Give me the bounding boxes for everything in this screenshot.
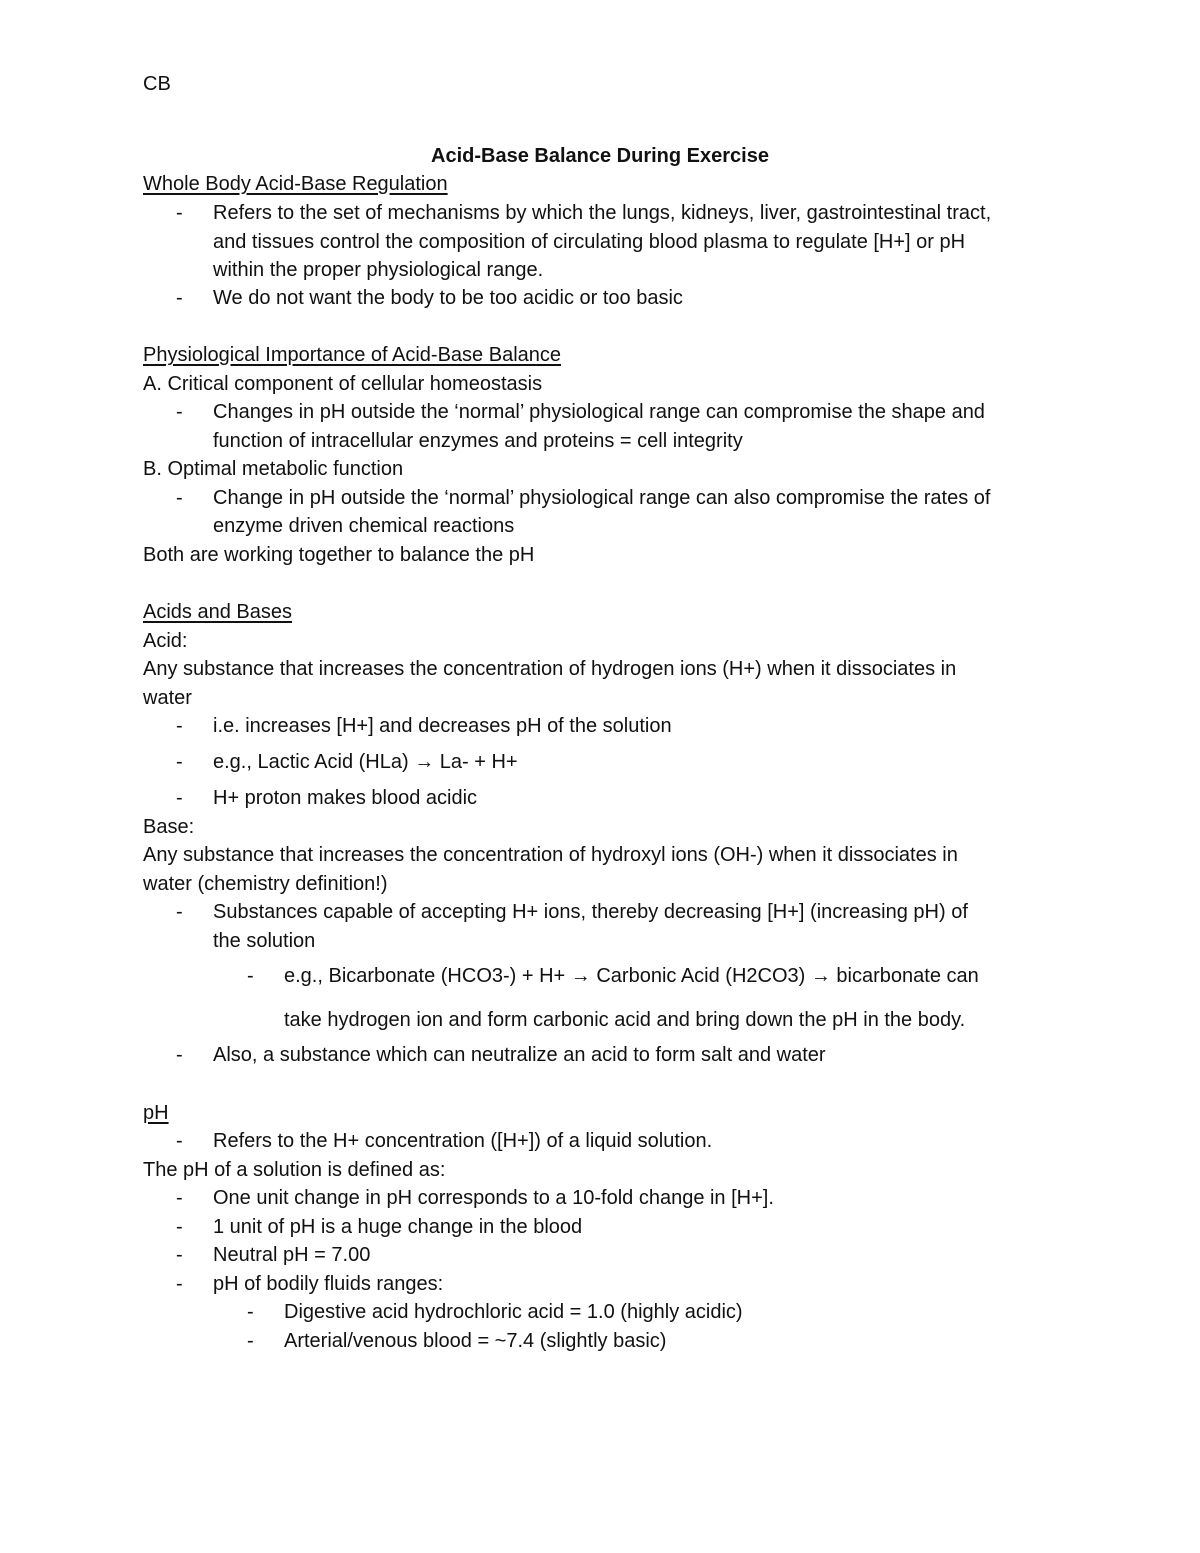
acid-bullet-1: i.e. increases [H+] and decreases pH of the solution: [213, 715, 672, 737]
section-heading-regulation: Whole Body Acid-Base Regulation: [143, 173, 448, 195]
importance-a-bullet-line-1: Changes in pH outside the ‘normal’ physiological range can compromise the shape and: [213, 401, 985, 423]
bullet-dash: -: [176, 487, 183, 509]
regulation-bullet-1-line-3: within the proper physiological range.: [213, 259, 544, 281]
regulation-bullet-1-line-2: and tissues control the composition of circulating blood plasma to regulate [H+] or pH: [213, 231, 966, 253]
bullet-dash: -: [176, 787, 183, 809]
base-definition-line-2: water (chemistry definition!): [143, 873, 388, 895]
header-initials: CB: [143, 73, 171, 95]
ph-sub-bullet-1: Digestive acid hydrochloric acid = 1.0 (highly acidic): [284, 1301, 743, 1323]
ph-bullet-2: One unit change in pH corresponds to a 10-fold change in [H+].: [213, 1187, 774, 1209]
bullet-dash: -: [176, 1044, 183, 1066]
bullet-dash: -: [176, 715, 183, 737]
importance-note: Both are working together to balance the pH: [143, 544, 535, 566]
regulation-bullet-2: We do not want the body to be too acidic or too basic: [213, 287, 683, 309]
section-heading-acids-bases: Acids and Bases: [143, 601, 292, 623]
section-heading-importance: Physiological Importance of Acid-Base Balance: [143, 344, 562, 366]
acid-bullet-3: H+ proton makes blood acidic: [213, 787, 478, 809]
base-bullet-2: Also, a substance which can neutralize an acid to form salt and water: [213, 1044, 826, 1066]
importance-b-bullet-line-1: Change in pH outside the ‘normal’ physiological range can also compromise the rates of: [213, 487, 991, 509]
acid-label: Acid:: [143, 630, 188, 652]
base-bullet-1-line-2: the solution: [213, 930, 316, 952]
importance-point-b: B. Optimal metabolic function: [143, 458, 404, 480]
ph-sub-bullet-2: Arterial/venous blood = ~7.4 (slightly basic): [284, 1330, 667, 1352]
bullet-dash: -: [247, 1330, 254, 1352]
base-bullet-1-line-1: Substances capable of accepting H+ ions, thereby decreasing [H+] (increasing pH) of: [213, 901, 968, 923]
ph-definition: The pH of a solution is defined as:: [143, 1159, 446, 1181]
bullet-dash: -: [176, 401, 183, 423]
importance-a-bullet-line-2: function of intracellular enzymes and proteins = cell integrity: [213, 430, 743, 452]
bullet-dash: -: [176, 1187, 183, 1209]
bullet-dash: -: [176, 751, 183, 773]
importance-b-bullet-line-2: enzyme driven chemical reactions: [213, 515, 515, 537]
base-sub-bullet-line-2: take hydrogen ion and form carbonic acid and bring down the pH in the body.: [284, 1009, 966, 1031]
bullet-dash: -: [176, 1273, 183, 1295]
acid-definition-line-1: Any substance that increases the concentration of hydrogen ions (H+) when it dissociates in: [143, 658, 957, 680]
bullet-dash: -: [176, 1130, 183, 1152]
ph-bullet-4: Neutral pH = 7.00: [213, 1244, 371, 1266]
bullet-dash: -: [247, 1301, 254, 1323]
bullet-dash: -: [247, 965, 254, 987]
base-definition-line-1: Any substance that increases the concentration of hydroxyl ions (OH-) when it dissociates in: [143, 844, 958, 866]
bullet-dash: -: [176, 202, 183, 224]
bullet-dash: -: [176, 1216, 183, 1238]
page-title: Acid-Base Balance During Exercise: [431, 145, 769, 167]
bullet-dash: -: [176, 1244, 183, 1266]
importance-point-a: A. Critical component of cellular homeostasis: [143, 373, 543, 395]
acid-definition-line-2: water: [143, 687, 192, 709]
section-heading-ph: pH: [143, 1102, 169, 1124]
ph-bullet-1: Refers to the H+ concentration ([H+]) of a liquid solution.: [213, 1130, 713, 1152]
base-label: Base:: [143, 816, 195, 838]
base-sub-bullet-line-1: e.g., Bicarbonate (HCO3-) + H+ → Carbonic Acid (H2CO3) → bicarbonate can: [284, 965, 979, 987]
bullet-dash: -: [176, 901, 183, 923]
bullet-dash: -: [176, 287, 183, 309]
acid-bullet-2: e.g., Lactic Acid (HLa) → La- + H+: [213, 751, 518, 773]
ph-bullet-3: 1 unit of pH is a huge change in the blood: [213, 1216, 583, 1238]
regulation-bullet-1-line-1: Refers to the set of mechanisms by which the lungs, kidneys, liver, gastrointestinal tract,: [213, 202, 992, 224]
ph-bullet-5: pH of bodily fluids ranges:: [213, 1273, 444, 1295]
